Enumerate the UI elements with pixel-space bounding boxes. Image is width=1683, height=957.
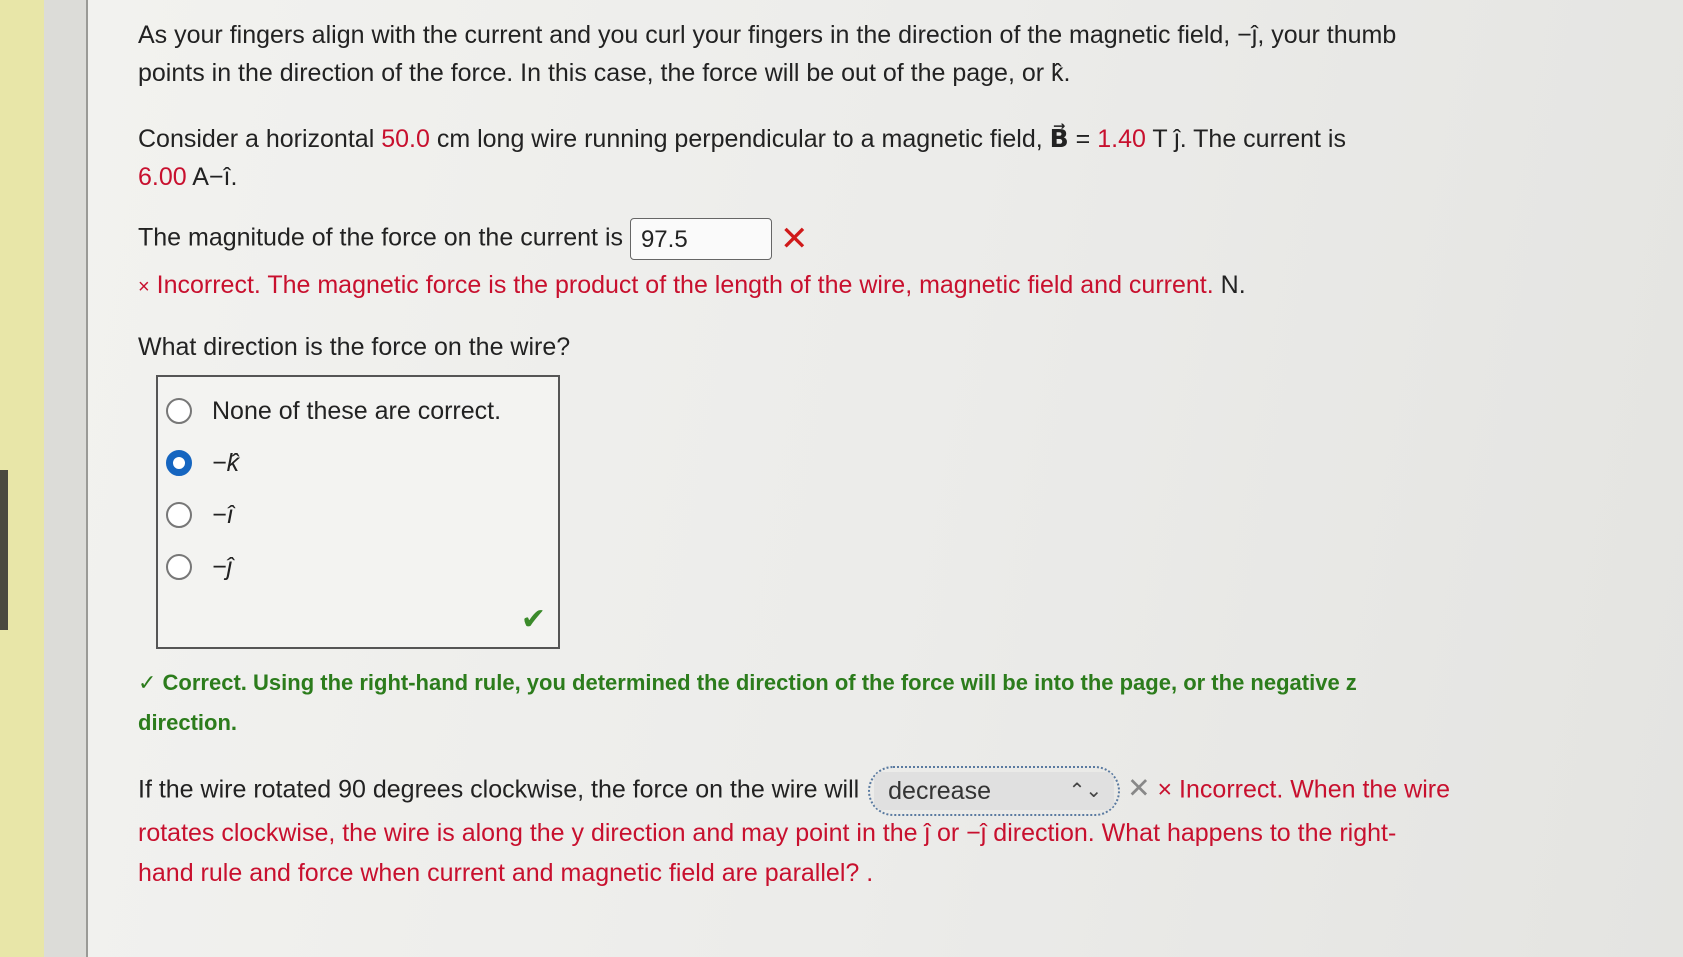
rotation-select-focus bbox=[868, 766, 1120, 816]
field-value: 1.40 bbox=[1097, 125, 1146, 153]
direction-choices bbox=[156, 375, 560, 649]
length-value: 50.0 bbox=[381, 125, 430, 153]
x-icon: ✕ bbox=[1127, 772, 1151, 804]
magnitude-feedback: × Incorrect. The magnetic force is the product of the length of the wire, magnetic field and current. N. bbox=[138, 271, 1246, 299]
b-vector: B⃗ bbox=[1049, 125, 1069, 153]
hint-line-1: As your fingers align with the current and you curl your fingers in the direction of the magnetic field, −ĵ, your thumb bbox=[138, 21, 1397, 49]
rotation-feedback-3: hand rule and force when current and magnetic field are parallel? . bbox=[138, 859, 874, 887]
checkmark-icon: ✔ bbox=[520, 603, 546, 636]
radio-neg-k[interactable] bbox=[166, 450, 192, 476]
direction-feedback-2: direction. bbox=[138, 710, 238, 735]
x-icon: × bbox=[138, 276, 150, 298]
magnitude-question: The magnitude of the force on the current is 97.5 ✕ bbox=[138, 220, 809, 258]
radio-neg-j[interactable] bbox=[166, 554, 192, 580]
choice-none[interactable]: None of these are correct. bbox=[166, 391, 501, 431]
rotation-select[interactable]: decrease ⌃⌄ bbox=[874, 772, 1114, 810]
force-magnitude-input[interactable]: 97.5 bbox=[630, 218, 772, 260]
choice-neg-k[interactable]: −k̂ bbox=[166, 443, 239, 483]
x-icon: ✕ bbox=[779, 220, 809, 258]
updown-chevron-icon: ⌃⌄ bbox=[1068, 780, 1103, 802]
choice-neg-j[interactable]: −ĵ bbox=[166, 547, 232, 587]
choice-neg-i[interactable]: −î bbox=[166, 495, 234, 535]
problem-statement: Consider a horizontal 50.0 cm long wire running perpendicular to a magnetic field, B⃗ = 1.40 T ĵ. The current is bbox=[138, 125, 1346, 153]
radio-neg-i[interactable] bbox=[166, 502, 192, 528]
direction-question: What direction is the force on the wire? bbox=[138, 333, 571, 361]
current-value: 6.00 bbox=[138, 163, 187, 191]
radio-none[interactable] bbox=[166, 398, 192, 424]
left-edge-shadow bbox=[0, 470, 8, 630]
rotation-question: If the wire rotated 90 degrees clockwise, the force on the wire will decrease ⌃⌄ ✕ × Incorrect. When the wire bbox=[138, 766, 1450, 816]
rotation-feedback-2: rotates clockwise, the wire is along the y direction and may point in the ĵ or −ĵ direction. What happens to the right- bbox=[138, 819, 1397, 847]
direction-feedback: ✓ Correct. Using the right-hand rule, you determined the direction of the force will be into the page, or the negative z bbox=[138, 670, 1357, 695]
current-statement: 6.00 A−î. bbox=[138, 163, 238, 191]
hint-line-2: points in the direction of the force. In this case, the force will be out of the page, or k̂. bbox=[138, 59, 1071, 87]
